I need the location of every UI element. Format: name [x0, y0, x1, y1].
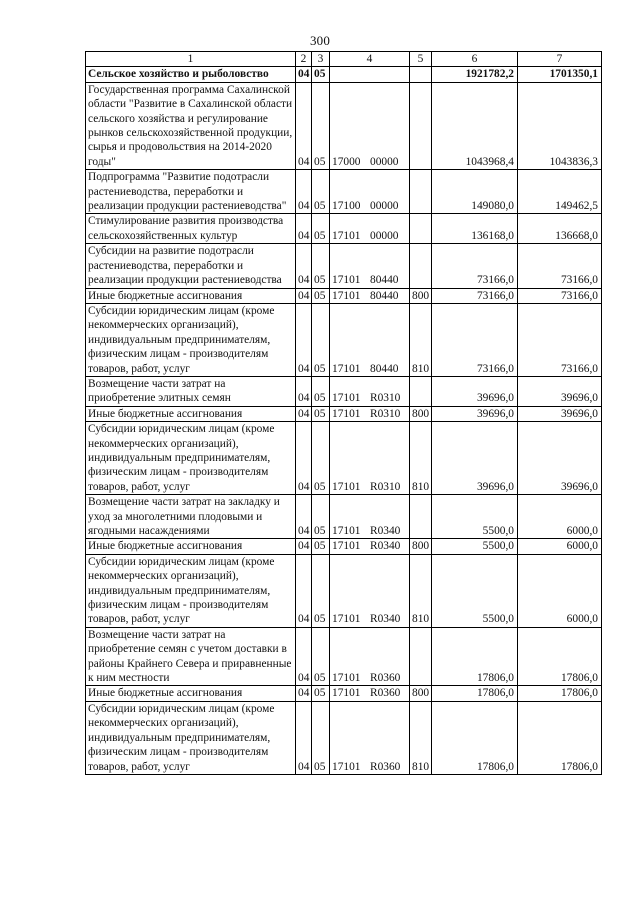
program-code: 17101 — [332, 760, 361, 773]
section-code-cell: 04 — [296, 82, 312, 169]
amount-col6-cell: 17806,0 — [432, 701, 518, 774]
program-code: 17101 — [332, 407, 361, 420]
expense-type-cell — [410, 627, 432, 686]
amount-col6-cell: 136168,0 — [432, 214, 518, 244]
row-name-cell: Иные бюджетные ассигнования — [86, 288, 296, 303]
section-code-cell: 04 — [296, 627, 312, 686]
subsection-code-cell: 05 — [312, 67, 330, 82]
amount-col7-cell: 149462,5 — [518, 170, 602, 214]
direction-code: R0360 — [370, 672, 401, 685]
header-cell: 3 — [312, 52, 330, 67]
program-code: 17100 — [332, 200, 361, 213]
amount-col6-cell: 5500,0 — [432, 495, 518, 539]
direction-code: R0340 — [370, 525, 401, 537]
amount-col6-cell: 39696,0 — [432, 406, 518, 421]
program-code: 17101 — [332, 229, 361, 242]
expense-type-cell — [410, 376, 432, 406]
amount-col6-cell: 73166,0 — [432, 244, 518, 288]
table-row — [86, 701, 602, 774]
amount-col6-cell: 73166,0 — [432, 288, 518, 303]
direction-code: R0360 — [370, 760, 401, 773]
program-code: 17000 — [332, 155, 361, 168]
subsection-code-cell: 05 — [312, 170, 330, 214]
expense-type-cell: 810 — [410, 701, 432, 774]
subsection-code-cell: 05 — [312, 686, 330, 701]
program-code: 17101 — [332, 525, 361, 537]
budget-table — [85, 51, 602, 775]
target-article-cell — [330, 701, 410, 774]
subsection-code-cell: 05 — [312, 288, 330, 303]
header-cell: 7 — [518, 52, 602, 67]
amount-col6-cell: 149080,0 — [432, 170, 518, 214]
amount-col7-cell: 73166,0 — [518, 244, 602, 288]
subsection-code-cell: 05 — [312, 406, 330, 421]
target-article-cell — [330, 288, 410, 303]
amount-col6-cell: 39696,0 — [432, 422, 518, 495]
subsection-code-cell: 05 — [312, 539, 330, 554]
subsection-code-cell: 05 — [312, 303, 330, 376]
table-row — [86, 244, 602, 288]
header-cell: 2 — [296, 52, 312, 67]
amount-col7-cell: 136668,0 — [518, 214, 602, 244]
page-number: 300 — [309, 33, 331, 48]
amount-col7-cell: 1701350,1 — [518, 67, 602, 82]
amount-col7-cell: 39696,0 — [518, 406, 602, 421]
amount-col7-cell: 17806,0 — [518, 701, 602, 774]
amount-col6-cell: 73166,0 — [432, 303, 518, 376]
program-code: 17101 — [332, 480, 361, 493]
program-code: 17101 — [332, 540, 361, 553]
section-code-cell: 04 — [296, 539, 312, 554]
expense-type-cell: 810 — [410, 303, 432, 376]
expense-type-cell — [410, 67, 432, 82]
direction-code: 80440 — [370, 289, 399, 302]
direction-code: R0340 — [370, 540, 401, 553]
target-article-cell — [330, 686, 410, 701]
row-name-cell: Иные бюджетные ассигнования — [86, 406, 296, 421]
amount-col7-cell: 6000,0 — [518, 495, 602, 539]
subsection-code-cell: 05 — [312, 244, 330, 288]
expense-type-cell — [410, 214, 432, 244]
section-code-cell: 04 — [296, 303, 312, 376]
expense-type-cell — [410, 495, 432, 539]
section-code-cell: 04 — [296, 67, 312, 82]
direction-code: 00000 — [370, 229, 399, 242]
section-code-cell: 04 — [296, 376, 312, 406]
program-code: 17101 — [332, 362, 361, 375]
section-code-cell: 04 — [296, 406, 312, 421]
section-code-cell: 04 — [296, 701, 312, 774]
table-row — [86, 82, 602, 169]
section-code-cell: 04 — [296, 214, 312, 244]
expense-type-cell — [410, 170, 432, 214]
amount-col6-cell: 39696,0 — [432, 376, 518, 406]
row-name-cell: Подпрограмма "Развитие подотрасли растениеводства, переработки и реализации продукции растениеводства" — [86, 170, 296, 214]
header-cell: 4 — [330, 52, 410, 67]
row-name-cell: Субсидии юридическим лицам (кроме некоммерческих организаций), индивидуальным предпринимателям, физическим лицам - производителям товаров, работ, услуг — [86, 701, 296, 774]
section-code-cell: 04 — [296, 686, 312, 701]
amount-col6-cell: 1921782,2 — [432, 67, 518, 82]
amount-col7-cell: 6000,0 — [518, 554, 602, 627]
target-article-cell — [330, 539, 410, 554]
program-code: 17101 — [332, 274, 361, 287]
expense-type-cell — [410, 82, 432, 169]
program-code: 17101 — [332, 687, 361, 700]
table-row — [86, 627, 602, 686]
target-article-cell — [330, 303, 410, 376]
amount-col7-cell: 39696,0 — [518, 376, 602, 406]
row-name-cell: Возмещение части затрат на приобретение элитных семян — [86, 376, 296, 406]
row-name-cell: Субсидии юридическим лицам (кроме некоммерческих организаций), индивидуальным предпринимателям, физическим лицам - производителям товаров, работ, услуг — [86, 422, 296, 495]
expense-type-cell: 810 — [410, 554, 432, 627]
subsection-code-cell: 05 — [312, 376, 330, 406]
row-name-cell: Субсидии юридическим лицам (кроме некоммерческих организаций), индивидуальным предпринимателям, физическим лицам - производителям товаров, работ, услуг — [86, 303, 296, 376]
amount-col7-cell: 1043836,3 — [518, 82, 602, 169]
section-code-cell: 04 — [296, 495, 312, 539]
amount-col7-cell: 17806,0 — [518, 686, 602, 701]
target-article-cell — [330, 170, 410, 214]
section-code-cell: 04 — [296, 288, 312, 303]
target-article-cell — [330, 422, 410, 495]
expense-type-cell — [410, 244, 432, 288]
row-name-cell: Иные бюджетные ассигнования — [86, 686, 296, 701]
amount-col7-cell: 39696,0 — [518, 422, 602, 495]
amount-col7-cell: 73166,0 — [518, 288, 602, 303]
expense-type-cell: 800 — [410, 406, 432, 421]
row-name-cell: Иные бюджетные ассигнования — [86, 539, 296, 554]
direction-code: R0310 — [370, 407, 401, 420]
table-row — [86, 686, 602, 701]
subsection-code-cell: 05 — [312, 82, 330, 169]
row-name-cell: Стимулирование развития производства сельскохозяйственных культур — [86, 214, 296, 244]
table-row — [86, 170, 602, 214]
program-code: 17101 — [332, 672, 361, 685]
direction-code: 80440 — [370, 274, 399, 287]
row-name-cell: Государственная программа Сахалинской области "Развитие в Сахалинской области сельского хозяйства и регулирование рынков сельскохозяйственной продукции, сырья и продовольствия на 2014-2020 годы" — [86, 82, 296, 169]
header-cell: 6 — [432, 52, 518, 67]
section-code-cell: 04 — [296, 170, 312, 214]
table-row — [86, 495, 602, 539]
target-article-cell — [330, 244, 410, 288]
amount-col6-cell: 5500,0 — [432, 554, 518, 627]
amount-col6-cell: 17806,0 — [432, 686, 518, 701]
subsection-code-cell: 05 — [312, 701, 330, 774]
table-row — [86, 422, 602, 495]
row-name-cell: Субсидии на развитие подотрасли растениеводства, переработки и реализации продукции растениеводства — [86, 244, 296, 288]
direction-code: R0360 — [370, 687, 401, 700]
table-row — [86, 376, 602, 406]
target-article-cell — [330, 627, 410, 686]
header-cell: 5 — [410, 52, 432, 67]
expense-type-cell: 800 — [410, 686, 432, 701]
direction-code: R0310 — [370, 392, 401, 405]
table-row — [86, 406, 602, 421]
program-code: 17101 — [332, 392, 361, 405]
target-article-cell — [330, 376, 410, 406]
direction-code: R0310 — [370, 480, 401, 493]
table-row — [86, 554, 602, 627]
target-article-cell — [330, 82, 410, 169]
expense-type-cell: 810 — [410, 422, 432, 495]
direction-code: 80440 — [370, 362, 399, 375]
expense-type-cell: 800 — [410, 288, 432, 303]
direction-code: 00000 — [370, 155, 399, 168]
target-article-cell — [330, 67, 410, 82]
amount-col6-cell: 17806,0 — [432, 627, 518, 686]
program-code: 17101 — [332, 613, 361, 626]
table-row — [86, 214, 602, 244]
subsection-code-cell: 05 — [312, 627, 330, 686]
row-name-cell: Субсидии юридическим лицам (кроме некоммерческих организаций), индивидуальным предпринимателям, физическим лицам - производителям товаров, работ, услуг — [86, 554, 296, 627]
subsection-code-cell: 05 — [312, 554, 330, 627]
direction-code: R0340 — [370, 613, 401, 626]
section-code-cell: 04 — [296, 422, 312, 495]
target-article-cell — [330, 495, 410, 539]
expense-type-cell: 800 — [410, 539, 432, 554]
program-code: 17101 — [332, 289, 361, 302]
row-name-cell: Возмещение части затрат на закладку и уход за многолетними плодовыми и ягодными насаждениями — [86, 495, 296, 539]
header-cell: 1 — [86, 52, 296, 67]
table-row — [86, 67, 602, 82]
header-row — [86, 52, 602, 67]
amount-col7-cell: 6000,0 — [518, 539, 602, 554]
subsection-code-cell: 05 — [312, 214, 330, 244]
amount-col6-cell: 1043968,4 — [432, 82, 518, 169]
target-article-cell — [330, 554, 410, 627]
section-code-cell: 04 — [296, 554, 312, 627]
subsection-code-cell: 05 — [312, 495, 330, 539]
target-article-cell — [330, 214, 410, 244]
table-row — [86, 288, 602, 303]
amount-col6-cell: 5500,0 — [432, 539, 518, 554]
table-row — [86, 539, 602, 554]
row-name-cell: Возмещение части затрат на приобретение семян с учетом доставки в районы Крайнего Севера и приравненные к ним местности — [86, 627, 296, 686]
subsection-code-cell: 05 — [312, 422, 330, 495]
direction-code: 00000 — [370, 200, 399, 213]
amount-col7-cell: 17806,0 — [518, 627, 602, 686]
target-article-cell — [330, 406, 410, 421]
row-name-cell: Сельское хозяйство и рыболовство — [86, 67, 296, 82]
amount-col7-cell: 73166,0 — [518, 303, 602, 376]
section-code-cell: 04 — [296, 244, 312, 288]
table-row — [86, 303, 602, 376]
